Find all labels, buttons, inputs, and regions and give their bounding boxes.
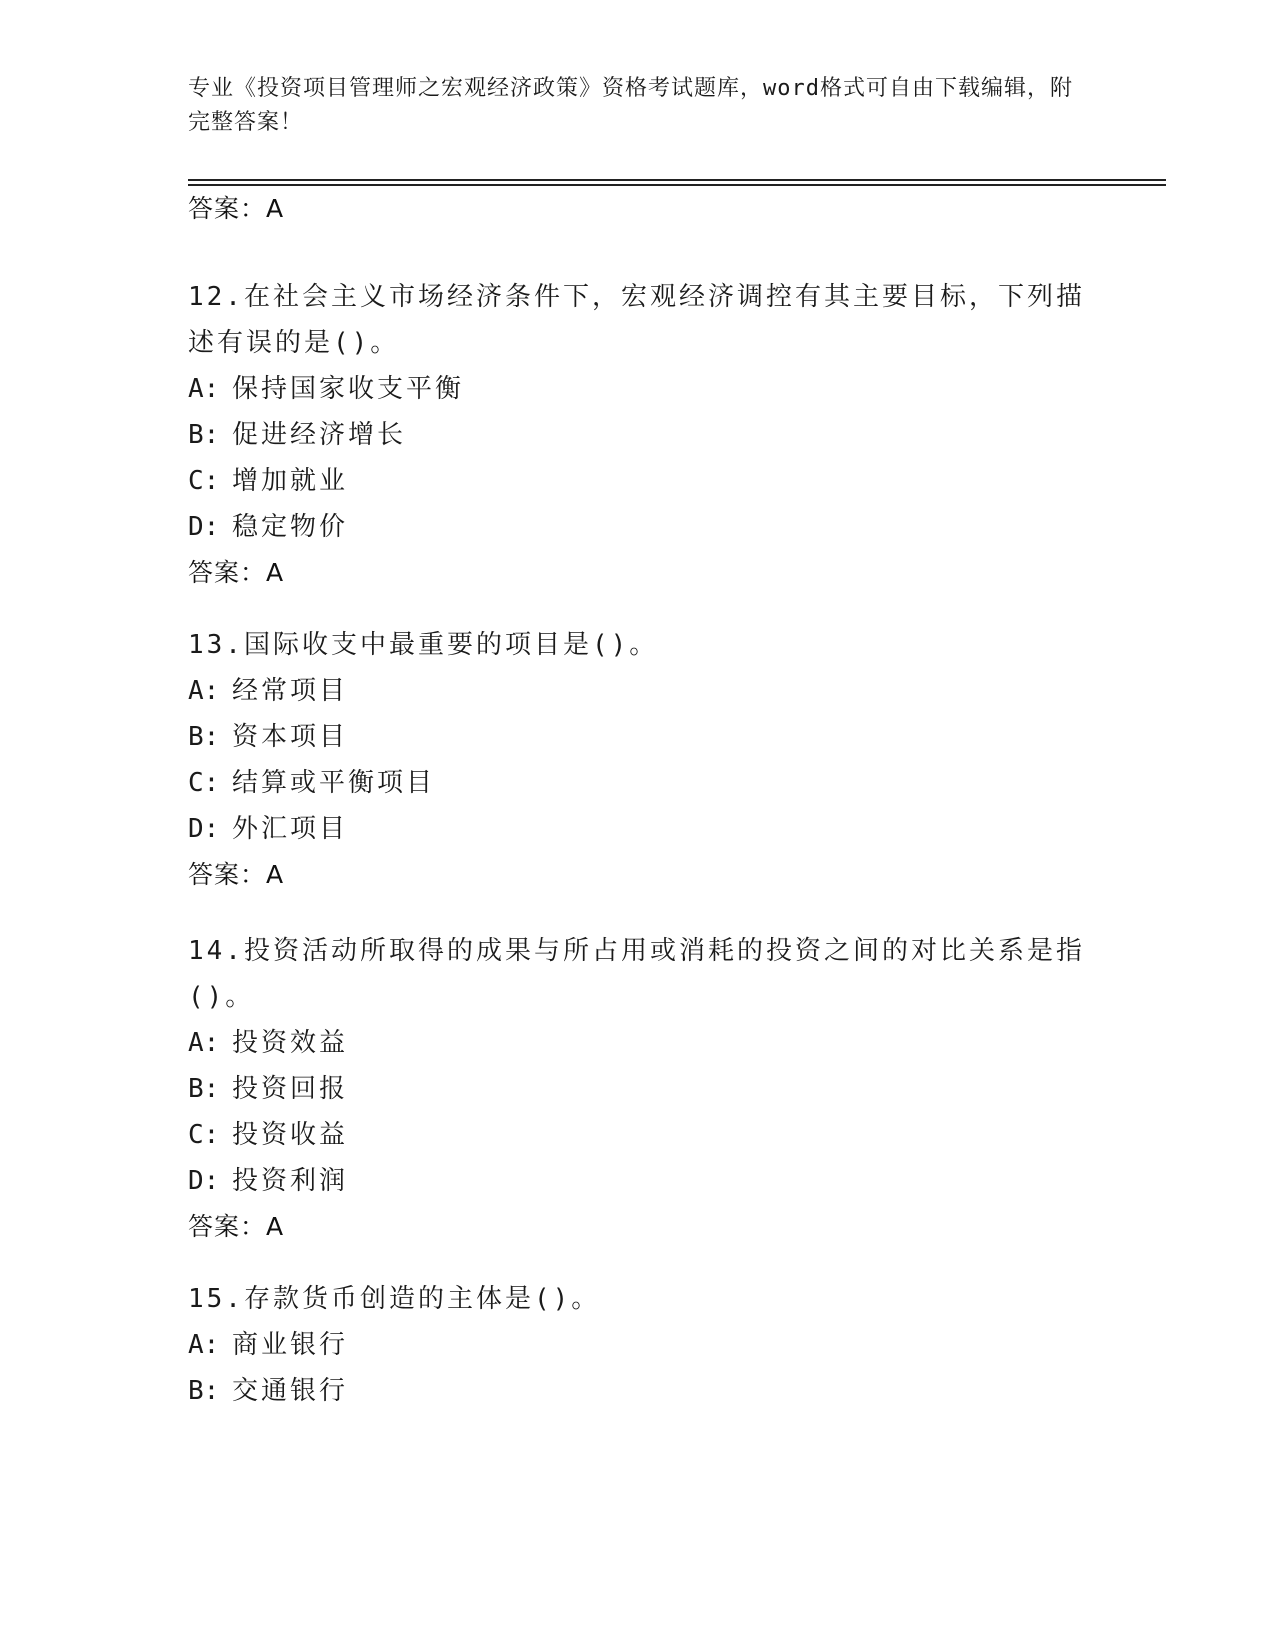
option-item (188, 366, 1108, 412)
option-item (188, 1066, 1108, 1112)
question-block (188, 622, 1108, 898)
option-key: B: (188, 1376, 220, 1406)
option-item (188, 412, 1108, 458)
option-text: 交通银行 (232, 1376, 349, 1406)
option-text: 投资效益 (232, 1028, 349, 1058)
option-item (188, 458, 1108, 504)
option-key: A: (188, 676, 220, 706)
option-key: B: (188, 420, 220, 450)
option-key: D: (188, 814, 220, 844)
option-item (188, 1322, 1108, 1368)
page-header: 专业《投资项目管理师之宏观经济政策》资格考试题库，word格式可自由下载编辑，附完整答案！ (188, 76, 1073, 135)
option-text: 投资利润 (232, 1166, 349, 1196)
option-key: D: (188, 1166, 220, 1196)
option-key: A: (188, 1028, 220, 1058)
answer-line: 答案：A (188, 194, 285, 223)
answer-line: 答案：A (188, 1212, 285, 1241)
option-item (188, 1020, 1108, 1066)
question-block (188, 1276, 1108, 1414)
option-text: 外汇项目 (232, 814, 349, 844)
answer-line: 答案：A (188, 558, 285, 587)
option-text: 投资收益 (232, 1120, 349, 1150)
question-block (188, 928, 1108, 1250)
option-key: C: (188, 1120, 220, 1150)
question-text: 14.投资活动所取得的成果与所占用或消耗的投资之间的对比关系是指()。 (188, 936, 1085, 1012)
option-key: B: (188, 1074, 220, 1104)
option-key: A: (188, 374, 220, 404)
header-divider-top (188, 179, 1166, 181)
option-item (188, 1368, 1108, 1414)
question-text: 13.国际收支中最重要的项目是()。 (188, 630, 659, 660)
option-key: D: (188, 512, 220, 542)
option-text: 资本项目 (232, 722, 349, 752)
option-key: C: (188, 768, 220, 798)
option-text: 经常项目 (232, 676, 349, 706)
option-item (188, 504, 1108, 550)
option-text: 促进经济增长 (232, 420, 407, 450)
option-item (188, 668, 1108, 714)
option-text: 投资回报 (232, 1074, 349, 1104)
option-item (188, 806, 1108, 852)
question-text: 12.在社会主义市场经济条件下，宏观经济调控有其主要目标，下列描述有误的是()。 (188, 282, 1085, 358)
option-text: 结算或平衡项目 (232, 768, 436, 798)
option-text: 增加就业 (232, 466, 349, 496)
option-key: C: (188, 466, 220, 496)
option-text: 商业银行 (232, 1330, 349, 1360)
option-item (188, 760, 1108, 806)
option-text: 保持国家收支平衡 (232, 374, 465, 404)
option-key: B: (188, 722, 220, 752)
option-item (188, 1158, 1108, 1204)
option-text: 稳定物价 (232, 512, 349, 542)
option-key: A: (188, 1330, 220, 1360)
option-item (188, 714, 1108, 760)
option-item (188, 1112, 1108, 1158)
question-block (188, 274, 1108, 596)
answer-line: 答案：A (188, 860, 285, 889)
question-text: 15.存款货币创造的主体是()。 (188, 1284, 601, 1314)
